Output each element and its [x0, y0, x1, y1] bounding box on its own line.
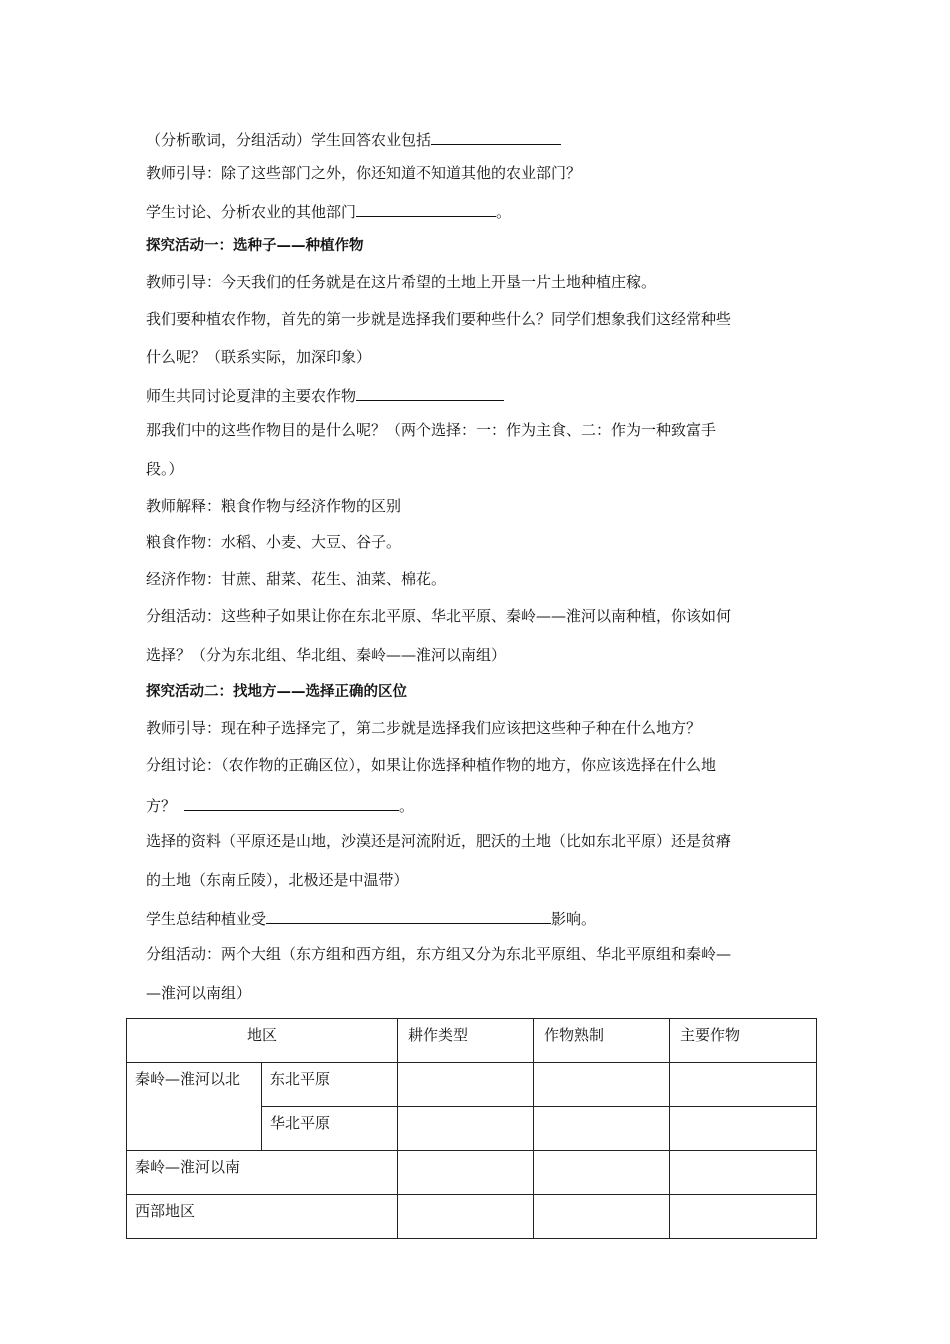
- text: 影响。: [551, 910, 597, 928]
- text: 学生讨论、分析农业的其他部门: [146, 203, 357, 221]
- paragraph: 的土地（东南丘陵），北极还是中温带）: [146, 871, 409, 889]
- paragraph-factors-answer: [146, 907, 596, 929]
- empty-cell[interactable]: [398, 1063, 534, 1107]
- paragraph: 什么呢？（联系实际，加深印象）: [146, 348, 372, 366]
- answer-blank[interactable]: [356, 200, 496, 217]
- region-north-cell: 秦岭—淮河以北: [127, 1063, 262, 1151]
- header-farming-type: 耕作类型: [398, 1019, 534, 1063]
- empty-cell[interactable]: [534, 1195, 670, 1239]
- answer-blank[interactable]: [266, 907, 551, 924]
- header-region: 地区: [127, 1019, 398, 1063]
- paragraph: 分组活动：两个大组（东方组和西方组，东方组又分为东北平原组、华北平原组和秦岭—: [146, 945, 732, 963]
- paragraph: 分组讨论：（农作物的正确区位），如果让你选择种植作物的地方，你应该选择在什么地: [146, 756, 717, 774]
- region-south-cell: 秦岭—淮河以南: [127, 1151, 398, 1195]
- paragraph: 教师解释：粮食作物与经济作物的区别: [146, 497, 402, 515]
- paragraph-agriculture-answer: [146, 128, 561, 150]
- paragraph: 粮食作物：水稻、小麦、大豆、谷子。: [146, 533, 402, 551]
- paragraph-location-answer: [146, 794, 414, 816]
- paragraph: 教师引导：除了这些部门之外，你还知道不知道其他的农业部门？: [146, 164, 582, 182]
- empty-cell[interactable]: [670, 1195, 817, 1239]
- paragraph: 分组活动：这些种子如果让你在东北平原、华北平原、秦岭——淮河以南种植，你该如何: [146, 607, 732, 625]
- empty-cell[interactable]: [398, 1195, 534, 1239]
- paragraph: —淮河以南组）: [146, 984, 252, 1002]
- region-west-cell: 西部地区: [127, 1195, 398, 1239]
- table-row: [127, 1151, 817, 1195]
- paragraph: 教师引导：今天我们的任务就是在这片希望的土地上开垦一片土地种植庄稼。: [146, 273, 657, 291]
- header-cropping-system: 作物熟制: [534, 1019, 670, 1063]
- empty-cell[interactable]: [398, 1107, 534, 1151]
- text: 方？: [146, 797, 177, 815]
- paragraph: 选择的资料（平原还是山地，沙漠还是河流附近，肥沃的土地（比如东北平原）还是贫瘠: [146, 832, 732, 850]
- section-heading-2: 探究活动二：找地方——选择正确的区位: [146, 684, 407, 700]
- paragraph-main-crops: [146, 384, 504, 406]
- answer-blank[interactable]: [431, 128, 561, 145]
- text: 。: [496, 203, 512, 221]
- paragraph-other-sectors: [146, 200, 511, 222]
- paragraph: 经济作物：甘蔗、甜菜、花生、油菜、棉花。: [146, 570, 447, 588]
- paragraph: 那我们中的这些作物目的是什么呢？（两个选择：一：作为主食、二：作为一种致富手: [146, 421, 717, 439]
- answer-blank[interactable]: [356, 384, 504, 401]
- paragraph: 选择？（分为东北组、华北组、秦岭——淮河以南组）: [146, 646, 507, 664]
- text: （分析歌词，分组活动）学生回答农业包括: [146, 131, 432, 149]
- header-main-crops: 主要作物: [670, 1019, 817, 1063]
- region-crop-table: [126, 1018, 817, 1239]
- paragraph: 段。）: [146, 460, 184, 478]
- empty-cell[interactable]: [534, 1151, 670, 1195]
- empty-cell[interactable]: [670, 1107, 817, 1151]
- table-header-row: [127, 1019, 817, 1063]
- empty-cell[interactable]: [398, 1151, 534, 1195]
- paragraph: 我们要种植农作物，首先的第一步就是选择我们要种些什么？同学们想象我们这经常种些: [146, 310, 732, 328]
- answer-blank[interactable]: [184, 794, 399, 811]
- section-heading-1: 探究活动一：选种子——种植作物: [146, 238, 364, 254]
- table-row: [127, 1063, 817, 1107]
- table-row: [127, 1195, 817, 1239]
- text: 学生总结种植业受: [146, 910, 267, 928]
- empty-cell[interactable]: [670, 1151, 817, 1195]
- subregion-north-china-cell: 华北平原: [262, 1107, 398, 1151]
- empty-cell[interactable]: [534, 1063, 670, 1107]
- text: 师生共同讨论夏津的主要农作物: [146, 387, 357, 405]
- text: 。: [399, 797, 415, 815]
- subregion-northeast-cell: 东北平原: [262, 1063, 398, 1107]
- empty-cell[interactable]: [534, 1107, 670, 1151]
- paragraph: 教师引导：现在种子选择完了，第二步就是选择我们应该把这些种子种在什么地方？: [146, 719, 702, 737]
- empty-cell[interactable]: [670, 1063, 817, 1107]
